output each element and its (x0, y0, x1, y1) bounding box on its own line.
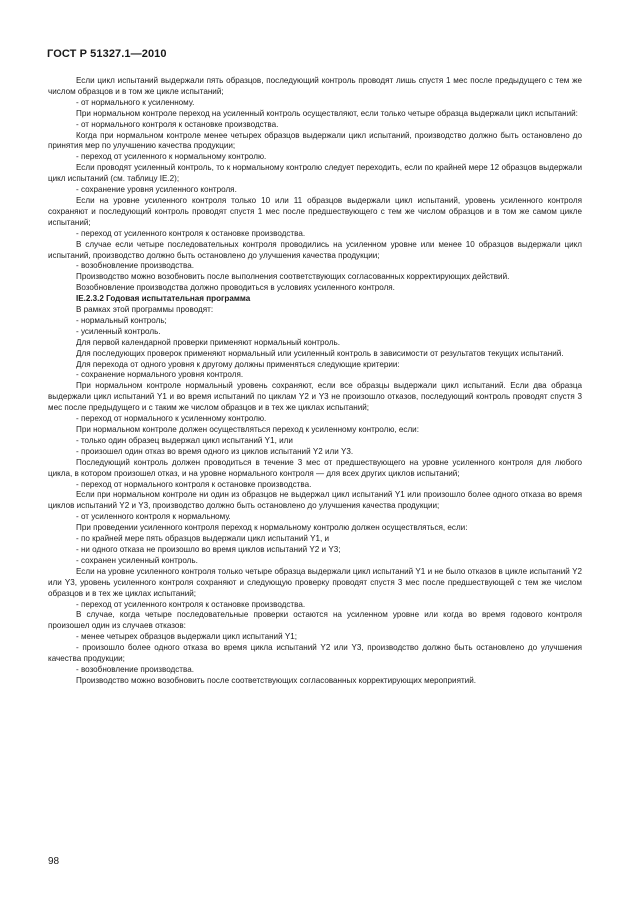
paragraph: Производство можно возобновить после соответствующих согласованных корректирующих мероприятий. (76, 675, 476, 685)
paragraph: - усиленный контроль. (76, 326, 161, 336)
paragraph: - переход от нормального к усиленному контролю. (76, 414, 267, 424)
paragraph: Если на уровне усиленного контроля только четыре образца выдержали цикл испытаний Y1 и не было отказов в цикле испытаний Y2 или Y3, уровень усиленного контроля сохраняют и следующую проверку проводят спустя 3 мес после предшествующей с тем же числом образцов и в тех же циклах испытаний; (48, 566, 582, 598)
paragraph: Производство можно возобновить после выполнения соответствующих согласованных корректирующих действий. (76, 272, 510, 282)
paragraph: - по крайней мере пять образцов выдержали цикл испытаний Y1, и (76, 534, 330, 544)
paragraph: Если при нормальном контроле ни один из образцов не выдержал цикл испытаний Y1 или произошло более одного отказа во время циклов испытаний Y2 и Y3, производство должно быть остановлено до улучшения качества продукции; (48, 490, 582, 511)
paragraph: - сохранение уровня усиленного контроля. (76, 185, 237, 195)
paragraph: - менее четырех образцов выдержали цикл испытаний Y1; (76, 632, 297, 642)
paragraph: - от нормального контроля к остановке производства. (76, 119, 279, 129)
paragraph: При нормальном контроле переход на усиленный контроль осуществляют, если только четыре образца выдержали цикл испытаний: (76, 108, 578, 118)
paragraph: - переход от усиленного к нормальному контролю. (76, 152, 267, 162)
paragraph: - переход от нормального контроля к остановке производства. (76, 479, 312, 489)
paragraph: Если проводят усиленный контроль, то к нормальному контролю следует переходить, если по крайней мере 12 образцов выдержали цикл испытаний (см. таблицу IE.2); (48, 163, 582, 184)
paragraph: - произошло более одного отказа во время цикла испытаний Y2 или Y3, производство должно быть остановлено до улучшения качества продукции; (48, 643, 582, 664)
paragraph: - нормальный контроль; (76, 315, 167, 325)
paragraph: В случае, когда четыре последовательные проверки остаются на усиленном уровне или когда во время годового контроля произошел один из случаев отказов: (48, 610, 582, 631)
paragraph: Для перехода от одного уровня к другому должны применяться следующие критерии: (76, 359, 400, 369)
paragraph: - произошел один отказ во время одного из циклов испытаний Y2 или Y3. (76, 446, 354, 456)
paragraph: При нормальном контроле нормальный уровень сохраняют, если все образцы выдержали цикл испытаний. Если два образца выдержали цикл испытаний Y1 и во время испытаний по циклам Y2 и Y3 не произошло отказов, последующий контроль проводят спустя 3 мес после предыдущего и с таким же числом образцов и в тех же циклах испытаний; (48, 381, 582, 413)
document-header: ГОСТ Р 51327.1—2010 (47, 48, 167, 60)
paragraph: - сохранение нормального уровня контроля. (76, 370, 244, 380)
paragraph: - возобновление производства. (76, 261, 194, 271)
paragraph: - переход от усиленного контроля к остановке производства. (76, 228, 306, 238)
paragraph: При нормальном контроле должен осуществляться переход к усиленному контролю, если: (76, 425, 419, 434)
paragraph: - от нормального к усиленному. (76, 97, 195, 107)
paragraph: Если цикл испытаний выдержали пять образцов, последующий контроль проводят лишь спустя 1 мес после предыдущего с тем же числом образцов и в том же цикле испытаний; (48, 76, 582, 96)
paragraph: В рамках этой программы проводят: (76, 305, 214, 315)
paragraph: Когда при нормальном контроле менее четырех образцов выдержали цикл испытаний, производство должно быть остановлено до принятия мер по улучшению качества продукции; (48, 130, 582, 151)
document-body (48, 76, 582, 687)
paragraph: Возобновление производства должно проводиться в условиях усиленного контроля. (76, 283, 395, 293)
paragraph: - переход от усиленного контроля к остановке производства. (76, 599, 306, 609)
paragraph: При проведении усиленного контроля переход к нормальному контролю должен осуществляться, если: (76, 523, 468, 533)
paragraph: Последующий контроль должен проводиться в течение 3 мес от предшествующего на уровне усиленного контроля для любого цикла, в котором произошел отказ, и на уровне нормального контроля — для всех других циклов испытаний; (48, 457, 582, 478)
paragraph: - от усиленного контроля к нормальному. (76, 512, 231, 522)
paragraph: В случае если четыре последовательных контроля проводились на усиленном уровне или менее 10 образцов выдержали цикл испытаний, производство должно быть остановлено до улучшения качества продукции; (48, 239, 582, 260)
paragraph: Для последующих проверок применяют нормальный или усиленный контроль в зависимости от результатов текущих испытаний. (76, 348, 564, 358)
paragraph: - возобновление производства. (76, 664, 194, 674)
paragraph: Если на уровне усиленного контроля только 10 или 11 образцов выдержали цикл испытаний, уровень усиленного контроля сохраняют и последующий контроль проводят спустя 1 мес после предшествующего с тем же числом образцов и в том же самом цикле испытаний; (48, 195, 582, 227)
paragraph: - ни одного отказа не произошло во время циклов испытаний Y2 и Y3; (76, 544, 341, 554)
page-number: 98 (48, 856, 60, 867)
paragraph: - сохранен усиленный контроль. (76, 555, 198, 565)
paragraph: - только один образец выдержал цикл испытаний Y1, или (76, 435, 293, 445)
section-heading: IE.2.3.2 Годовая испытательная программа (76, 294, 251, 304)
paragraph: Для первой календарной проверки применяют нормальный контроль. (76, 337, 341, 347)
